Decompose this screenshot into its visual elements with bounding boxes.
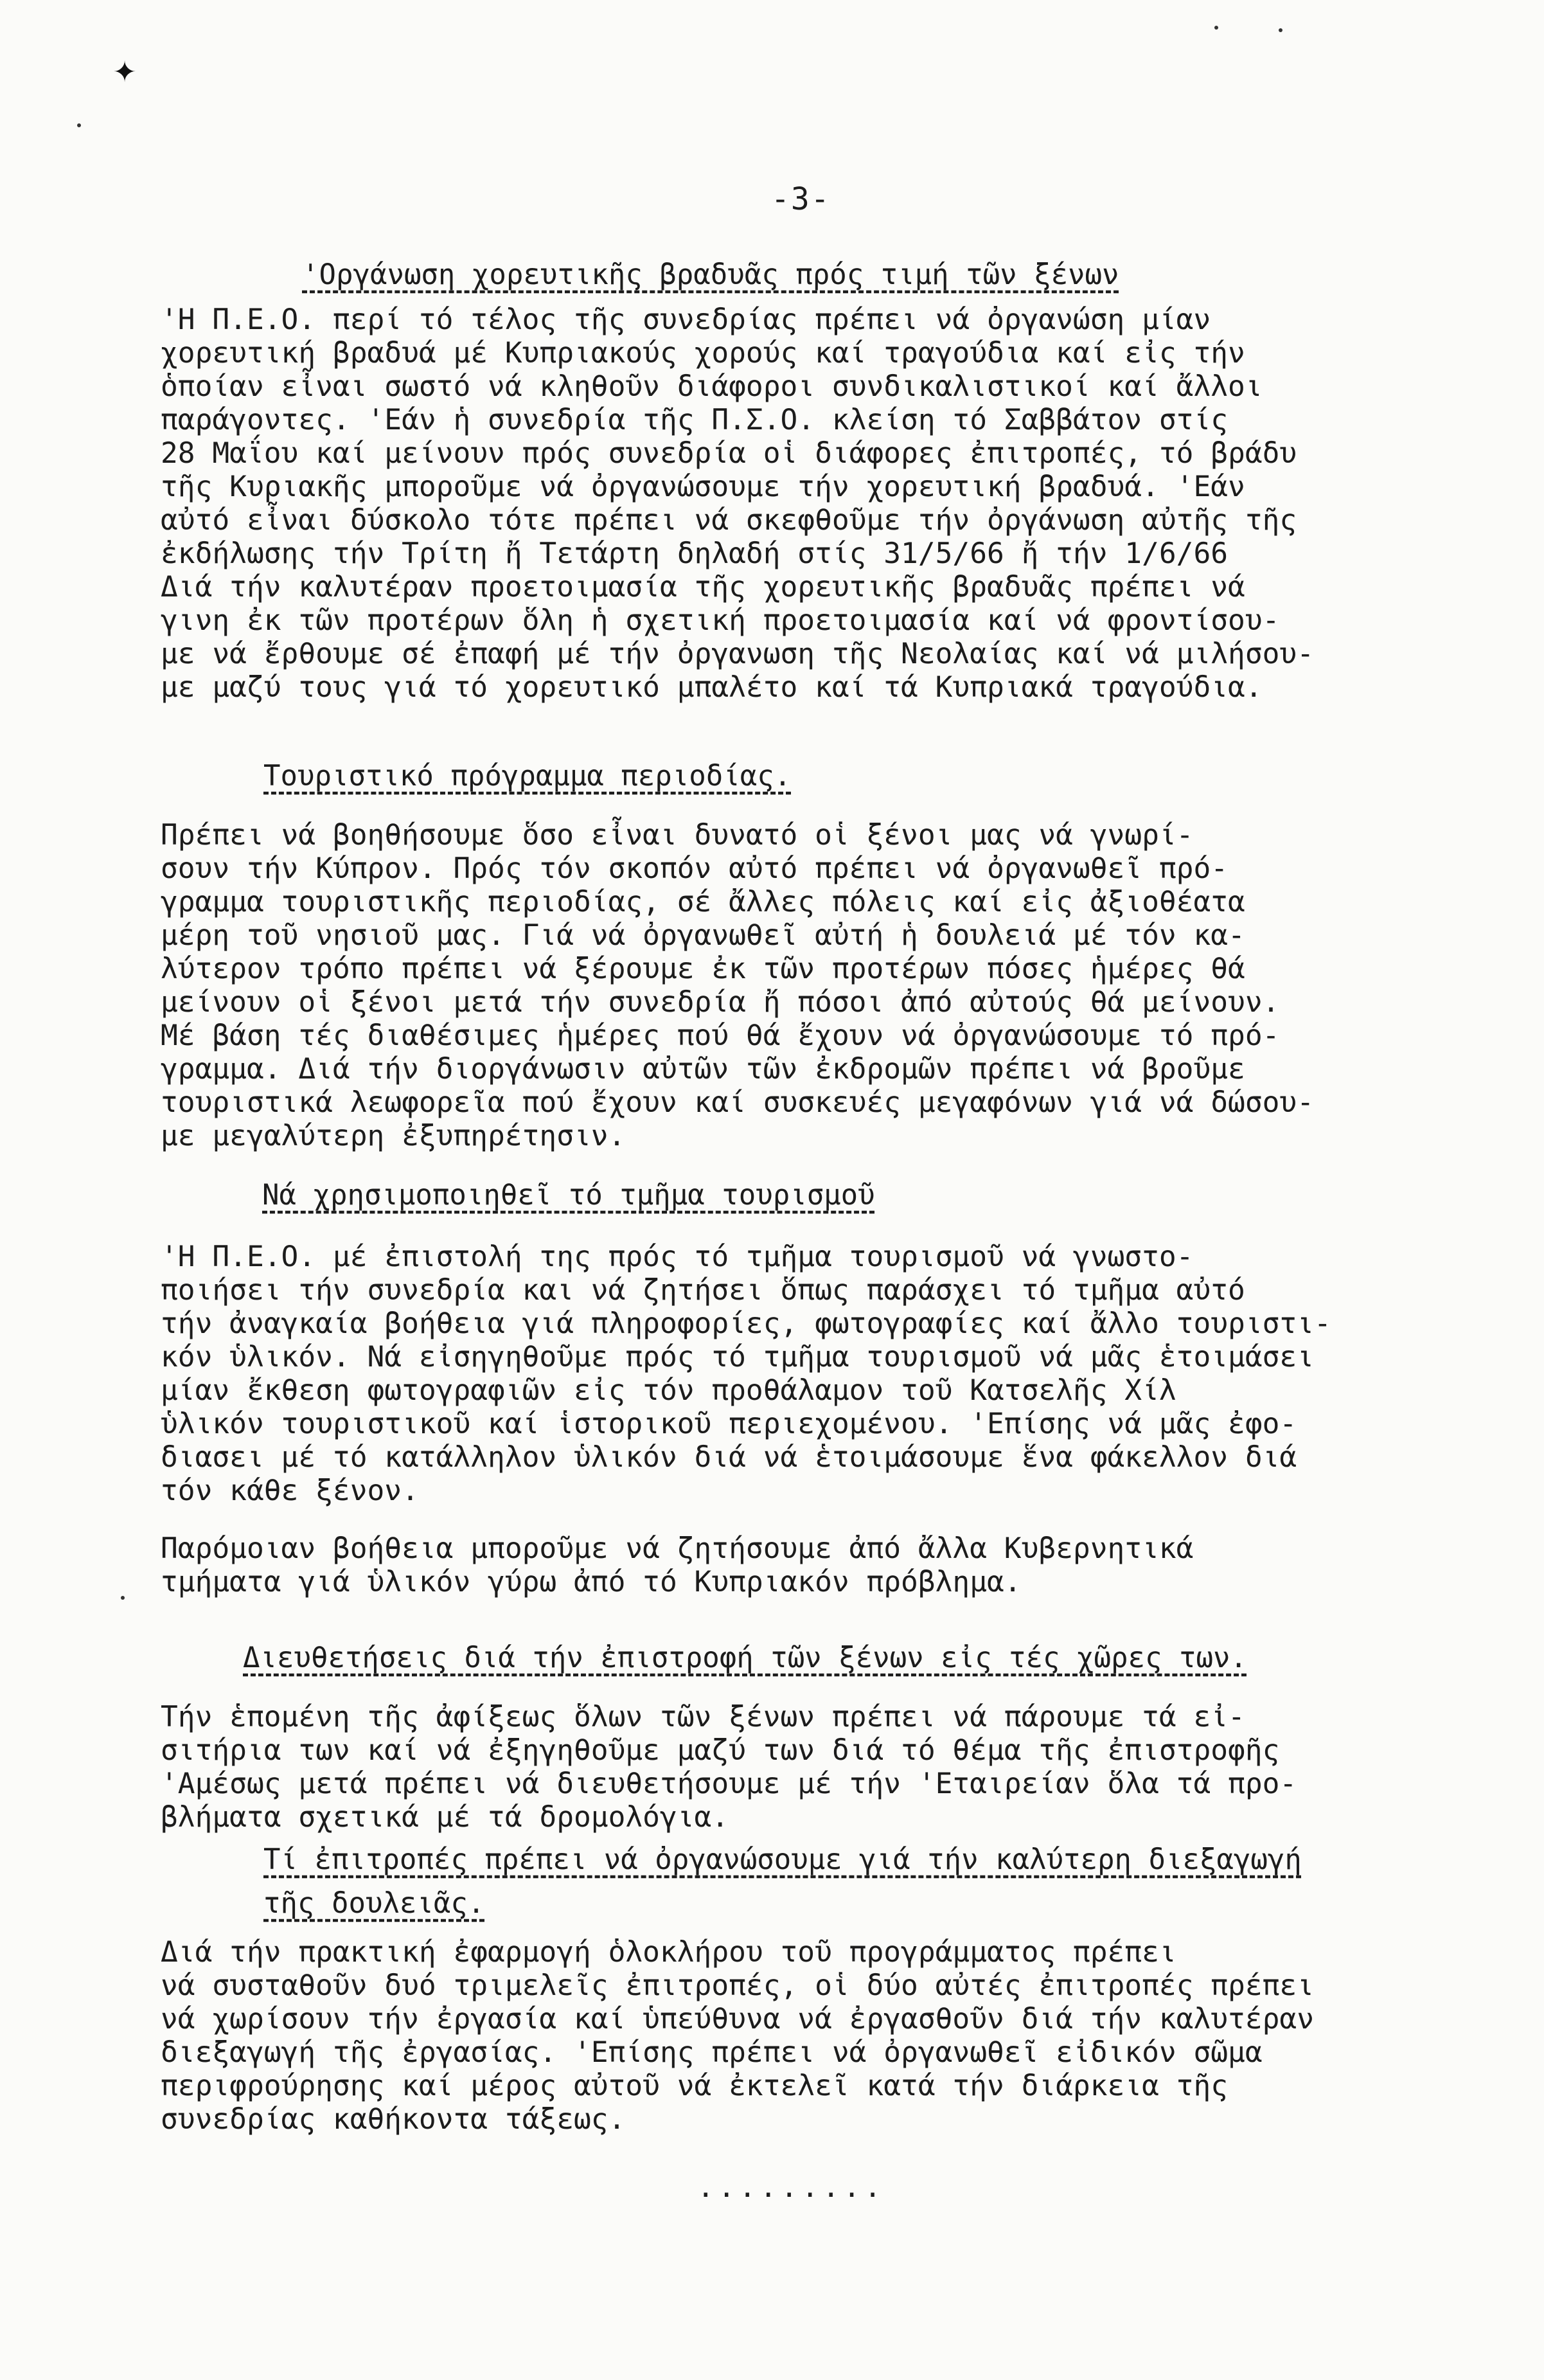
paragraph-government-departments: Παρόμοιαν βοήθεια μποροῦμε νά ζητήσουμε ἀπό ἄλλα Κυβερνητικά τμήματα γιά ὑλικόν γύρω ἀπό τό Κυπριακόν πρόβλημα.	[161, 1532, 1194, 1598]
paragraph-committees: Διά τήν πρακτική ἐφαρμογή ὁλοκλήρου τοῦ προγράμματος πρέπει νά συσταθοῦν δυό τριμελεῖς ἐπιτροπές, οἱ δύο αὐτές ἐπιτροπές πρέπει νά χωρίσουν τήν ἐργασία καί ὑπεύθυνα νά ἐργασθοῦν διά τήν καλυτέραν διεξαγωγή τῆς ἐργασίας. 'Επίσης πρέπει νά ὀργανωθεῖ εἰδικόν σῶμα περιφρούρησης καί μέρος αὐτοῦ νά ἐκτελεῖ κατά τήν διάρκεια τῆς συνεδρίας καθήκοντα τάξεως.	[161, 1936, 1315, 2136]
section-title-dance-evening: 'Οργάνωση χορευτικῆς βραδυᾶς πρός τιμή τῶν ξένων	[302, 258, 1119, 291]
paragraph-tourism-department: 'Η Π.Ε.Ο. μέ ἐπιστολή της πρός τό τμῆμα τουρισμοῦ νά γνωστο- ποιήσει τήν συνεδρία και νά ζητήσει ὅπως παράσχει τό τμῆμα αὐτό τήν ἀναγκαία βοήθεια γιά πληροφορίες, φωτογραφίες καί ἄλλο τουριστι- κόν ὑλικόν. Νά εἰσηγηθοῦμε πρός τό τμῆμα τουρισμοῦ νά μᾶς ἑτοιμάσει μίαν ἔκθεση φωτογραφιῶν εἰς τόν προθάλαμον τοῦ Κατσελῆς Χίλ ὑλικόν τουριστικοῦ καί ἱστορικοῦ περιεχομένου. 'Επίσης νά μᾶς ἐφο- διασει μέ τό κατάλληλον ὑλικόν διά νά ἑτοιμάσουμε ἕνα φάκελλον διά τόν κάθε ξένον.	[161, 1240, 1331, 1507]
section-title-tourism-department: Νά χρησιμοποιηθεῖ τό τμῆμα τουρισμοῦ	[262, 1179, 875, 1212]
page-number: -3-	[771, 181, 831, 217]
ink-speck	[77, 123, 81, 127]
section-title-committees-line2: τῆς δουλειᾶς.	[263, 1887, 485, 1920]
section-title-tour-program: Τουριστικό πρόγραμμα περιοδίας.	[263, 760, 792, 792]
paragraph-tour-program: Πρέπει νά βοηθήσουμε ὅσο εἶναι δυνατό οἱ ξένοι μας νά γνωρί- σουν τήν Κύπρον. Πρός τόν σκοπόν αὐτό πρέπει νά ὀργανωθεῖ πρό- γραμμα τουριστικῆς περιοδίας, σέ ἄλλες πόλεις καί εἰς ἀξιοθέατα μέρη τοῦ νησιοῦ μας. Γιά νά ὀργανωθεῖ αὐτή ἡ δουλειά μέ τόν κα- λύτερον τρόπο πρέπει νά ξέρουμε ἐκ τῶν προτέρων πόσες ἡμέρες θά μείνουν οἱ ξένοι μετά τήν συνεδρία ἤ πόσοι ἀπό αὐτούς θά μείνουν. Μέ βάση τές διαθέσιμες ἡμέρες πού θά ἔχουν νά ὀργανώσουμε τό πρό- γραμμα. Διά τήν διοργάνωσιν αὐτῶν τῶν ἐκδρομῶν πρέπει νά βροῦμε τουριστικά λεωφορεῖα πού ἔχουν καί συσκευές μεγαφόνων γιά νά δώσου- με μεγαλύτερη ἐξυπηρέτησιν.	[161, 819, 1315, 1152]
section-title-committees: Τί ἐπιτροπές πρέπει νά ὀργανώσουμε γιά τήν καλύτερη διεξαγωγή	[263, 1843, 1302, 1876]
ink-speck	[121, 1596, 125, 1600]
ink-speck	[1279, 28, 1282, 32]
end-marker: .........	[697, 2171, 885, 2204]
ink-mark: ✦	[113, 46, 137, 91]
paragraph-return-arrangements: Τήν ἑπομένη τῆς ἀφίξεως ὅλων τῶν ξένων πρέπει νά πάρουμε τά εἰ- σιτήρια των καί νά ἐξηγηθοῦμε μαζύ των διά τό θέμα τῆς ἐπιστροφῆς 'Αμέσως μετά πρέπει νά διευθετήσουμε μέ τήν 'Εταιρείαν ὅλα τά προ- βλήματα σχετικά μέ τά δρομολόγια.	[161, 1701, 1297, 1834]
paragraph-dance-evening: 'Η Π.Ε.Ο. περί τό τέλος τῆς συνεδρίας πρέπει νά ὀργανώση μίαν χορευτική βραδυά μέ Κυπριακούς χορούς καί τραγούδια καί εἰς τήν ὁποίαν εἶναι σωστό νά κληθοῦν διάφοροι συνδικαλιστικοί καί ἄλλοι παράγοντες. 'Εάν ἡ συνεδρία τῆς Π.Σ.Ο. κλείση τό Σαββάτον στίς 28 Μαΐου καί μείνουν πρός συνεδρία οἱ διάφορες ἐπιτροπές, τό βράδυ τῆς Κυριακῆς μποροῦμε νά ὀργανώσουμε τήν χορευτική βραδυά. 'Εάν αὐτό εἶναι δύσκολο τότε πρέπει νά σκεφθοῦμε τήν ὀργάνωση αὐτῆς τῆς ἐκδήλωσης τήν Τρίτη ἤ Τετάρτη δηλαδή στίς 31/5/66 ἤ τήν 1/6/66 Διά τήν καλυτέραν προετοιμασία τῆς χορευτικῆς βραδυᾶς πρέπει νά γινη ἐκ τῶν προτέρων ὅλη ἡ σχετική προετοιμασία καί νά φροντίσου- με νά ἔρθουμε σέ ἐπαφή μέ τήν ὀργανωση τῆς Νεολαίας καί νά μιλήσου- με μαζύ τους γιά τό χορευτικό μπαλέτο καί τά Κυπριακά τραγούδια.	[161, 303, 1315, 704]
section-title-return-arrangements: Διευθετήσεις διά τήν ἐπιστροφή τῶν ξένων εἰς τές χῶρες των.	[243, 1642, 1247, 1674]
ink-speck	[1214, 26, 1218, 30]
